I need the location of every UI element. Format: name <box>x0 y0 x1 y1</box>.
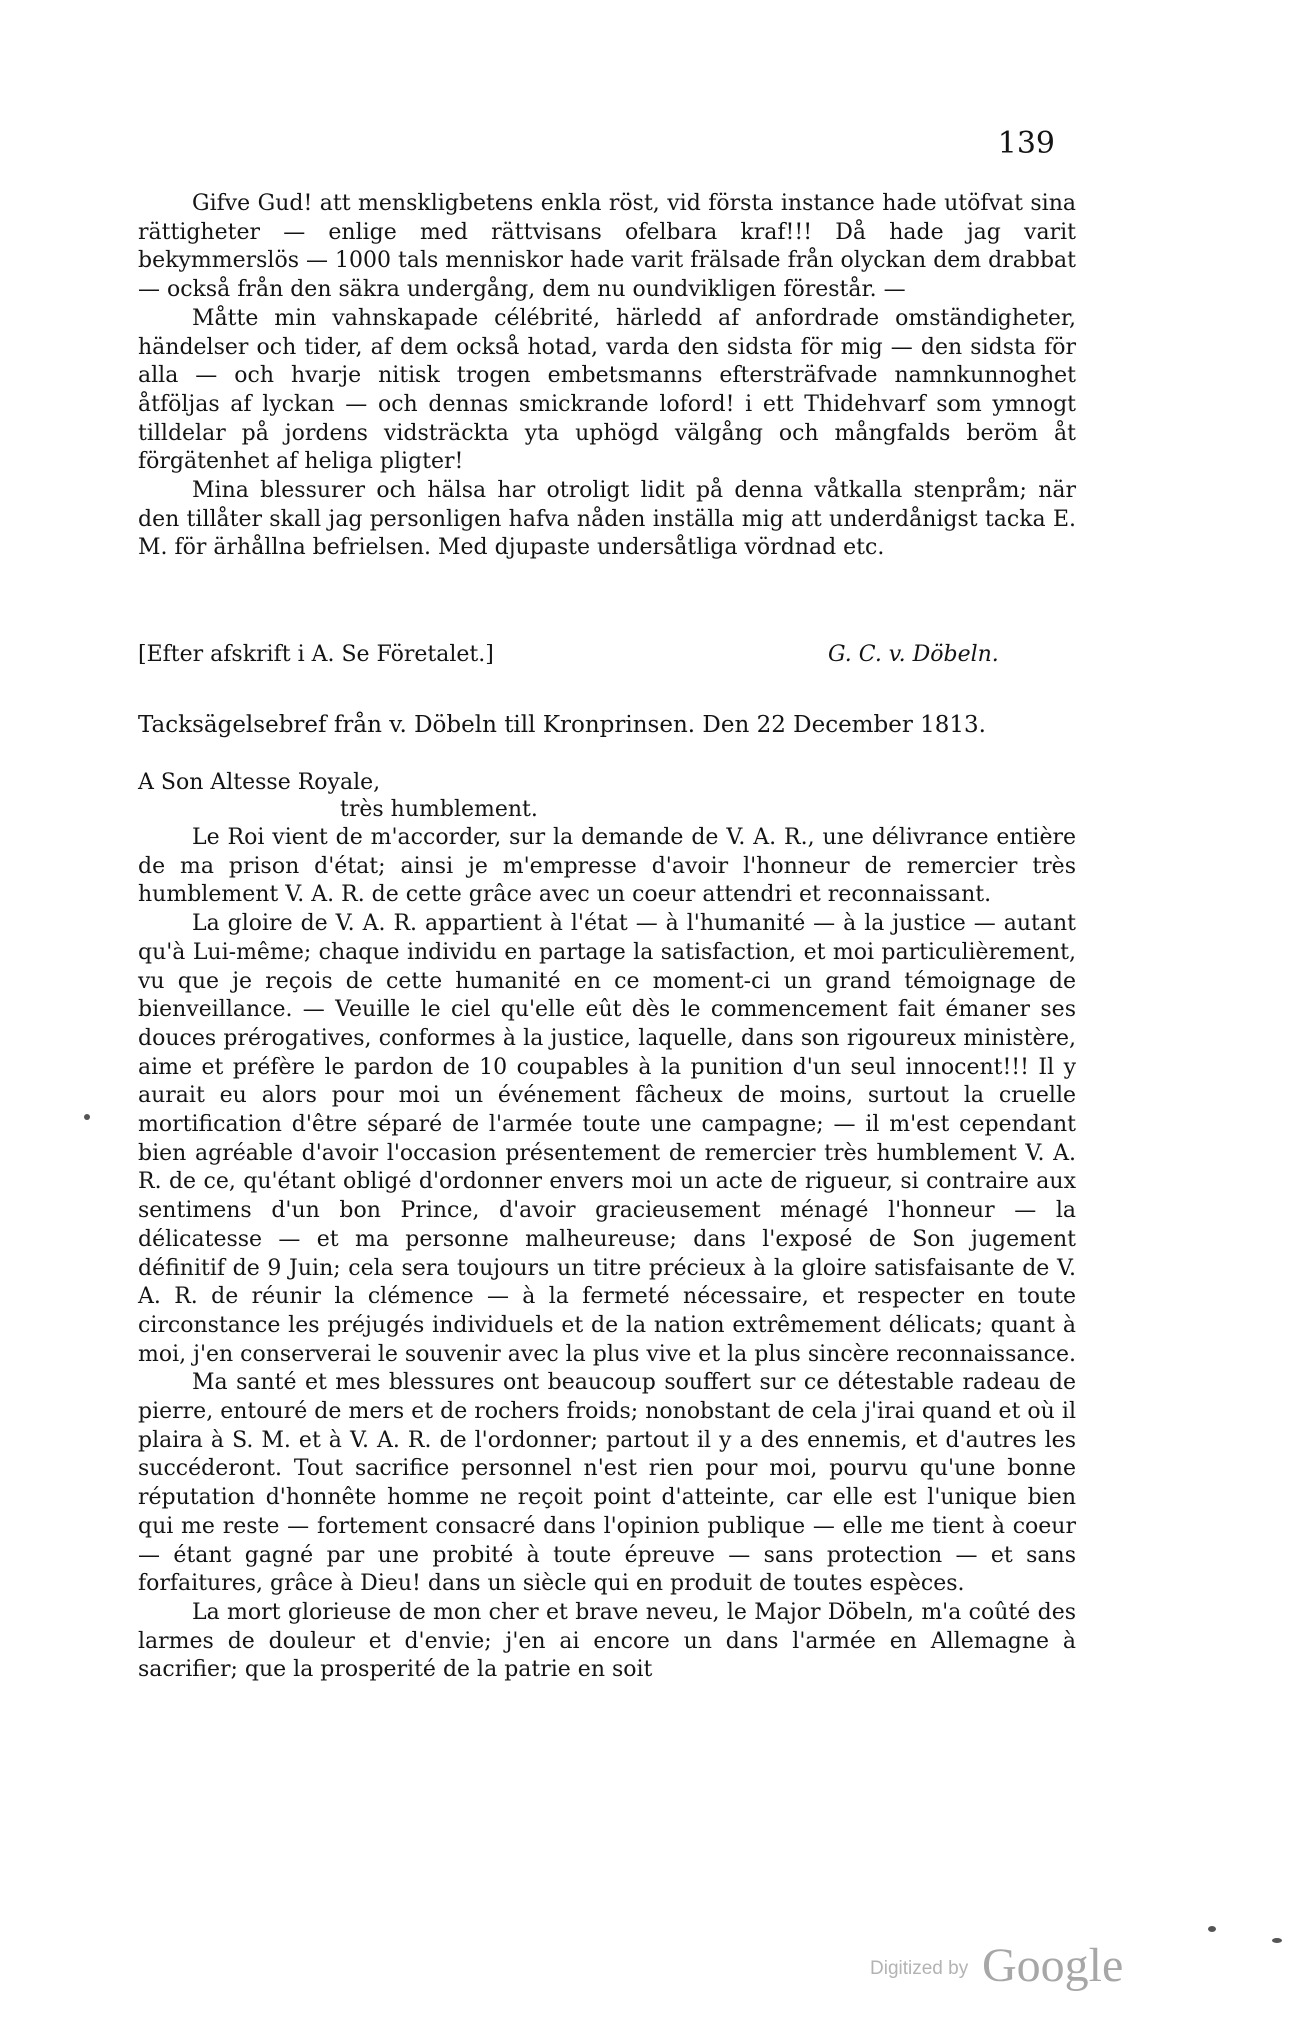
paragraph: Gifve Gud! att menskligbetens enkla röst, vid första instance hade utöfvat sina rättigheter — enlige med rättvisans ofelbara kraf!!! Då hade jag varit bekymmerslös — 1000 tals menniskor hade varit frälsade från olyckan dem drabbat — också från den säkra undergång, dem nu oundvikligen förestår. — <box>138 191 1076 303</box>
letter-heading: Tacksägelsebref från v. Döbeln till Kronprinsen. Den 22 December 1813. <box>138 712 986 738</box>
digitized-by-google-watermark <box>870 1940 1270 2000</box>
signature: G. C. v. Döbeln. <box>828 642 999 667</box>
paragraph: La gloire de V. A. R. appartient à l'état — à l'humanité — à la justice — autant qu'à Lui-même; chaque individu en partage la satisfaction, et moi particulièrement, vu que je reçois de cette humanité en ce moment-ci un grand témoignage de bienveillance. — Veuille le ciel qu'elle eût dès le commencement fait émaner ses douces prérogatives, conformes à la justice, laquelle, dans son rigoureux ministère, aime et préfère le pardon de 10 coupables à la punition d'un seul innocent!!! Il y aurait eu alors pour moi un événement fâcheux de moins, surtout la cruelle mortification d'être séparé de l'armée toute une campagne; — il m'est cependant bien agréable d'avoir l'occasion présentement de remercier très humblement V. A. R. de ce, qu'étant obligé d'ordonner envers moi un acte de rigueur, si contraire aux sentimens d'un bon Prince, d'avoir gracieusement ménagé l'honneur — la délicatesse — et ma personne malheureuse; dans l'exposé de Son jugement définitif de 9 Juin; cela sera toujours un titre précieux à la gloire satisfaisante de V. A. R. de réunir la clémence — à la fermeté nécessaire, et respecter en toute circonstance les préjugés individuels et de la nation extrêmement délicats; quant à moi, j'en conserverai le souvenir avec la plus vive et la plus sincère reconnaissance. <box>138 911 1076 1367</box>
source-line <box>138 642 1076 672</box>
scan-speck <box>84 1114 90 1120</box>
salutation: A Son Altesse Royale, <box>138 770 381 795</box>
scan-speck <box>1208 1926 1216 1932</box>
swedish-letter-body <box>138 190 1076 563</box>
watermark-prefix: Digitized by <box>870 1958 969 1979</box>
scan-speck <box>1272 1938 1282 1943</box>
french-letter-body <box>138 824 1076 1685</box>
page-number: 139 <box>997 126 1055 161</box>
paragraph: Mina blessurer och hälsa har otroligt lidit på denna våtkalla stenpråm; när den tillåter skall jag personligen hafva nåden inställa mig att underdånigst tacka E. M. för ärhållna befrielsen. Med djupaste undersåtliga vördnad etc. <box>138 478 1076 561</box>
paragraph: Måtte min vahnskapade célébrité, härledd af anfordrade omständigheter, händelser och tider, af dem också hotad, varda den sidsta för mig — den sidsta för alla — och hvarje nitisk trogen embetsmanns eftersträfvade namnkunnoghet åtföljas af lyckan — och dennas smickrande loford! i ett Thidehvarf som ymnogt tilldelar på jordens vidsträckta yta uphögd välgång och mångfalds beröm åt förgätenhet af heliga pligter! <box>138 305 1076 475</box>
paragraph: Le Roi vient de m'accorder, sur la demande de V. A. R., une délivrance entière de ma prison d'état; ainsi je m'empresse d'avoir l'honneur de remercier très humblement V. A. R. de cette grâce avec un coeur attendri et reconnaissant. <box>138 825 1076 908</box>
source-reference: [Efter afskrift i A. Se Företalet.] <box>138 642 494 667</box>
google-logo: Google <box>982 1939 1124 1992</box>
paragraph: Ma santé et mes blessures ont beaucoup souffert sur ce détestable radeau de pierre, entouré de mers et de rochers froids; nonobstant de cela j'irai quand et où il plaira à S. M. et à V. A. R. de l'ordonner; partout il y a des ennemis, et d'autres les succéderont. Tout sacrifice personnel n'est rien pour moi, pourvu qu'une bonne réputation d'honnête homme ne reçoit point d'atteinte, car elle est l'unique bien qui me reste — fortement consacré dans l'opinion publique — elle me tient à coeur — étant gagné par une probité à toute épreuve — sans protection — et sans forfaitures, grâce à Dieu! dans un siècle qui en produit de toutes espèces. <box>138 1370 1076 1597</box>
salutation-close: très humblement. <box>340 797 538 822</box>
paragraph: La mort glorieuse de mon cher et brave neveu, le Major Döbeln, m'a coûté des larmes de douleur et d'envie; j'en ai encore un dans l'armée en Allemagne à sacrifier; que la prosperité de la patrie en soit <box>138 1599 1076 1683</box>
